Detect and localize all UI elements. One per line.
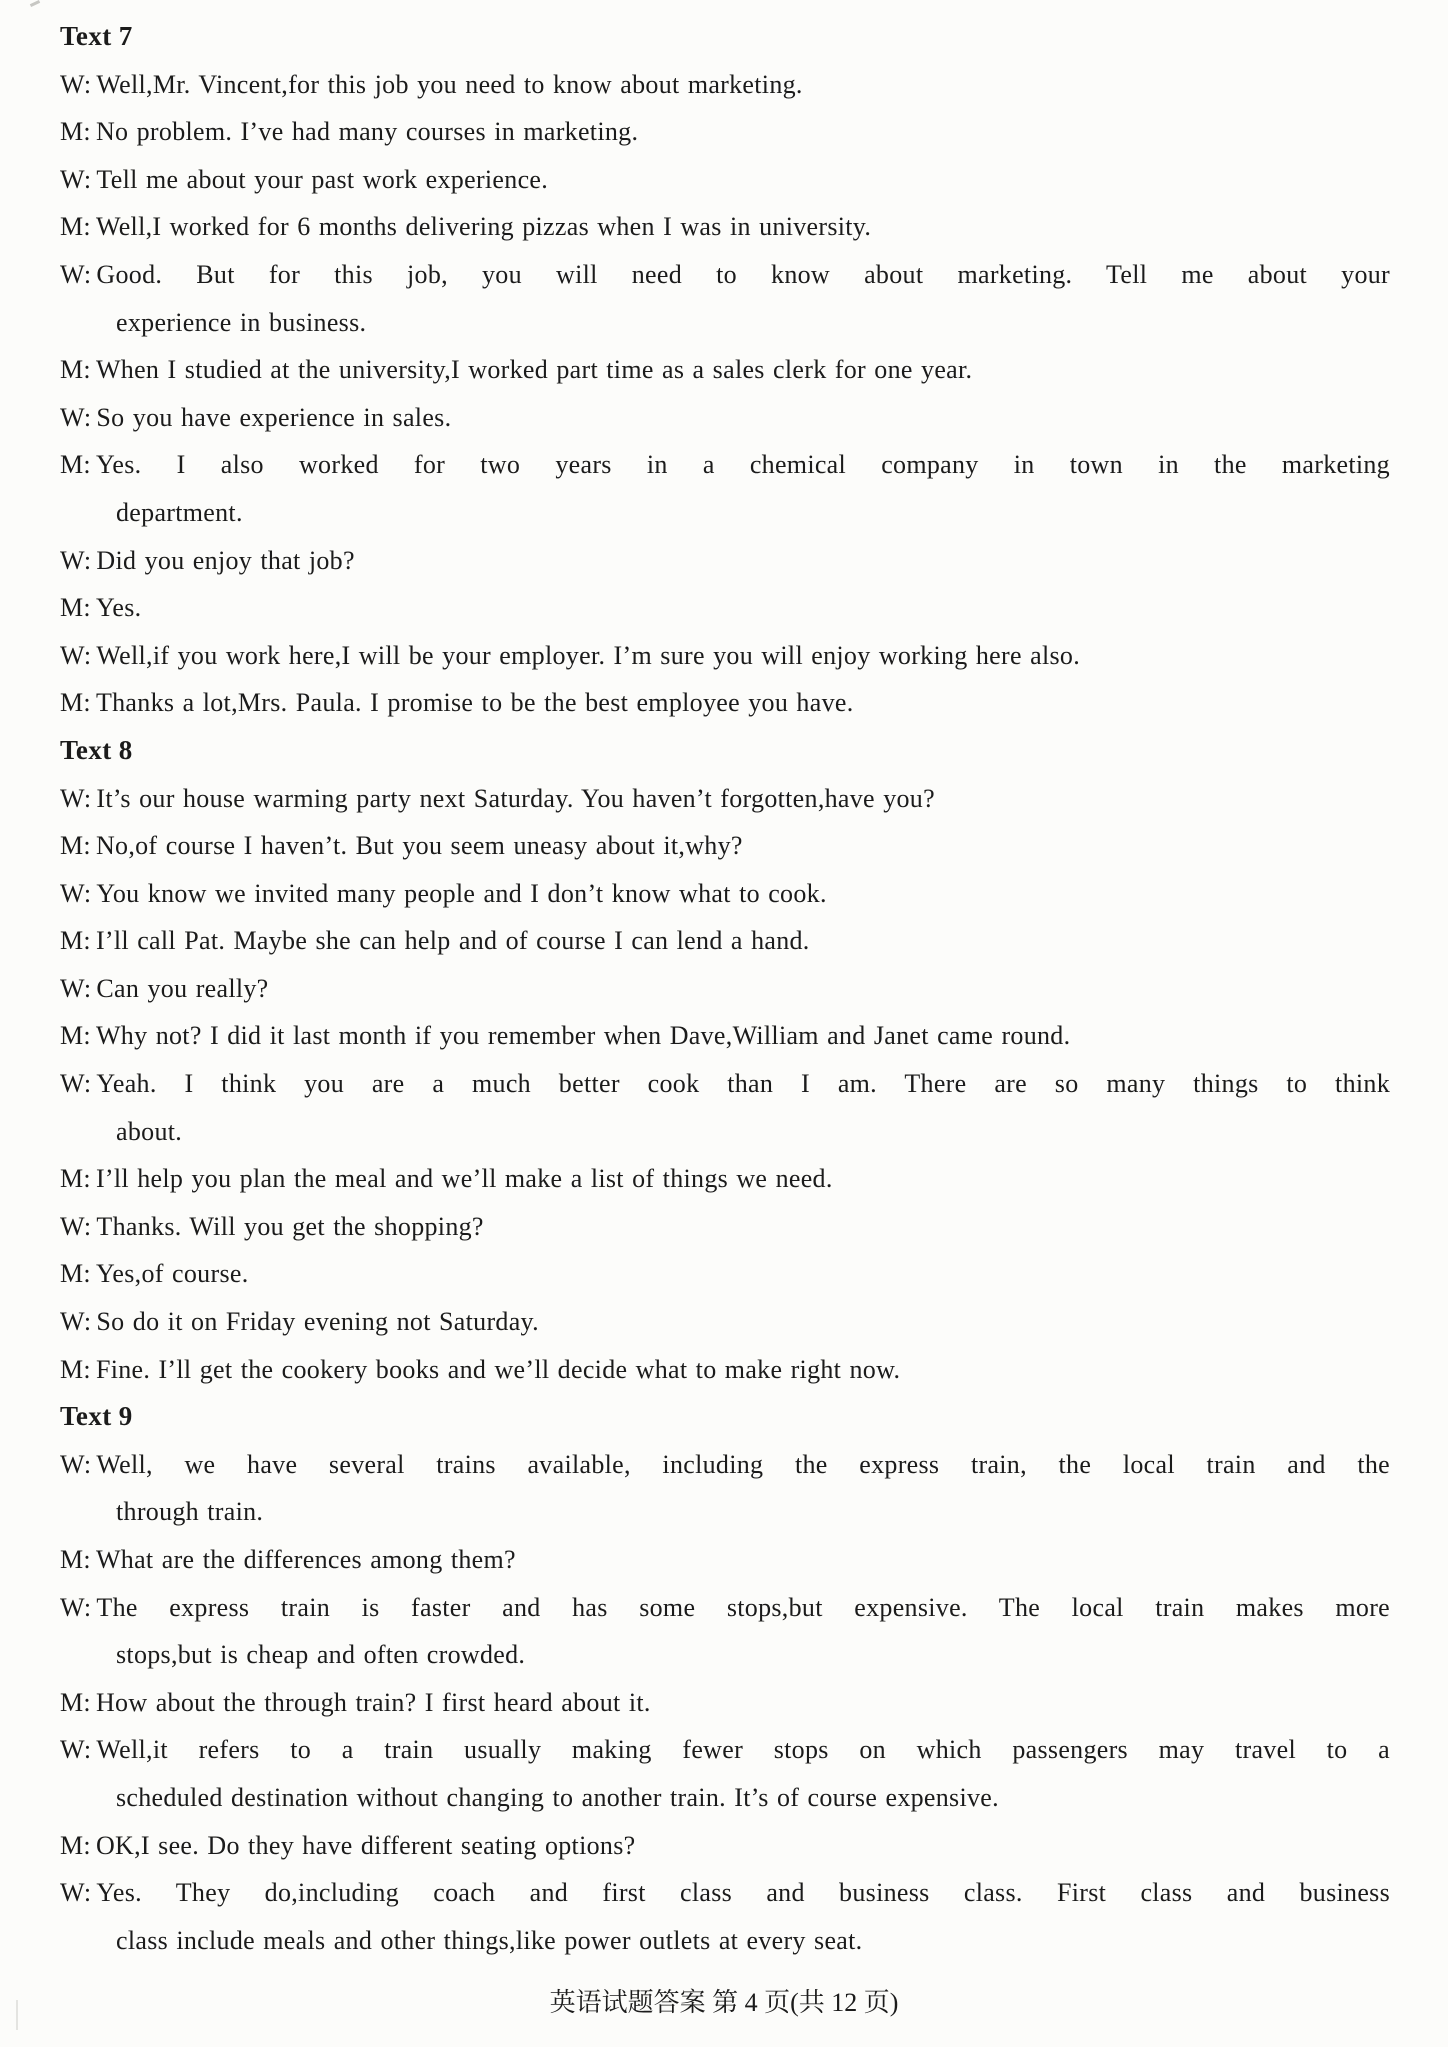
speaker-label: W: [60,69,92,99]
section-lines [60,775,1390,1394]
speaker-label: M: [60,117,91,147]
page-footer [0,1979,1448,2027]
utterance-first-line: M: Thanks a lot,Mrs. Paula. I promise to be the best employee you have. [60,688,854,718]
dialogue-line [60,1822,1390,1870]
speaker-label: M: [60,1021,91,1051]
speaker-label: W: [60,878,92,908]
dialogue-line [60,1584,1390,1679]
speaker-label: W: [60,783,92,813]
speaker-label: W: [60,973,92,1003]
speaker-label: W: [60,1592,92,1622]
dialogue-line [60,441,1390,536]
utterance-first-line: M: What are the differences among them? [60,1545,516,1574]
section-title: Text 8 [60,734,133,765]
transcript-section [60,1393,1390,1964]
dialogue-line [60,1679,1390,1727]
utterance-first-line: M: Fine. I’ll get the cookery books and we’ll decide what to make right now. [60,1354,901,1384]
speaker-label: M: [60,1545,91,1574]
utterance-first-line: W: Well,if you work here,I will be your employer. I’m sure you will enjoy working here also. [60,640,1081,670]
utterance-first-line: W: So do it on Friday evening not Saturday. [60,1307,539,1337]
utterance-continuation: about. [116,1116,183,1146]
utterance-continuation: experience in business. [116,307,367,337]
utterance-first-line: M: How about the through train? I first heard about it. [60,1687,651,1717]
dialogue-line [60,1298,1390,1346]
section-title: Text 9 [60,1401,133,1432]
utterance-first-line: W: Well,Mr. Vincent,for this job you need to know about marketing. [60,69,803,99]
speaker-label: W: [60,1735,92,1765]
speaker-label: W: [60,1878,92,1908]
dialogue-line [60,917,1390,965]
dialogue-line [60,1012,1390,1060]
dialogue-line [60,108,1390,156]
utterance-first-line: W: The express train is faster and has some stops,but expensive. The local train makes more [60,1592,1390,1622]
utterance-first-line: W: You know we invited many people and I don’t know what to cook. [60,878,827,908]
section-lines [60,1441,1390,1965]
dialogue-line [60,156,1390,204]
dialogue-line [60,822,1390,870]
dialogue-line [60,965,1390,1013]
speaker-label: M: [60,1354,91,1384]
transcript [60,13,1390,1964]
speaker-label: W: [60,640,92,670]
dialogue-line [60,679,1390,727]
speaker-label: W: [60,1307,92,1337]
speaker-label: W: [60,545,92,575]
speaker-label: M: [60,212,91,242]
dialogue-line [60,632,1390,680]
utterance-first-line: W: Yeah. I think you are a much better cook than I am. There are so many things to think [60,1069,1390,1099]
speaker-label: M: [60,1259,91,1289]
utterance-first-line: W: It’s our house warming party next Saturday. You haven’t forgotten,have you? [60,783,935,813]
utterance-first-line: M: Yes,of course. [60,1259,249,1289]
dialogue-line [60,1203,1390,1251]
section-title: Text 7 [60,21,133,51]
utterance-first-line: W: Can you really? [60,973,269,1003]
utterance-first-line: M: No problem. I’ve had many courses in marketing. [60,117,639,147]
utterance-first-line: W: Did you enjoy that job? [60,545,355,575]
speaker-label: M: [60,355,91,385]
dialogue-line [60,1536,1390,1584]
utterance-first-line: W: Good. But for this job, you will need to know about marketing. Tell me about your [60,259,1390,289]
speaker-label: W: [60,1449,92,1479]
transcript-section [60,727,1390,1393]
dialogue-line [60,775,1390,823]
speaker-label: W: [60,402,92,432]
dialogue-line [60,1155,1390,1203]
speaker-label: M: [60,831,91,861]
dialogue-line [60,584,1390,632]
utterance-continuation: department. [116,497,243,527]
dialogue-line [60,203,1390,251]
speaker-label: M: [60,926,91,956]
dialogue-line [60,1726,1390,1821]
dialogue-line [60,346,1390,394]
utterance-first-line: M: I’ll call Pat. Maybe she can help and of course I can lend a hand. [60,926,810,956]
utterance-continuation: scheduled destination without changing to another train. It’s of course expensive. [116,1782,999,1812]
dialogue-line [60,1346,1390,1394]
speaker-label: M: [60,688,91,718]
utterance-first-line: W: Tell me about your past work experience. [60,164,549,194]
utterance-first-line: M: Yes. I also worked for two years in a chemical company in town in the marketing [60,450,1390,480]
transcript-section [60,13,1390,727]
utterance-continuation: stops,but is cheap and often crowded. [116,1640,526,1670]
dialogue-line [60,251,1390,346]
dialogue-line [60,870,1390,918]
utterance-first-line: M: OK,I see. Do they have different seating options? [60,1830,636,1860]
utterance-first-line: M: When I studied at the university,I worked part time as a sales clerk for one year. [60,355,973,385]
dialogue-line [60,1250,1390,1298]
utterance-first-line: M: Well,I worked for 6 months delivering pizzas when I was in university. [60,212,872,242]
speaker-label: M: [60,1164,91,1194]
dialogue-line [60,1441,1390,1536]
utterance-first-line: M: Yes. [60,593,142,623]
dialogue-line [60,537,1390,585]
dialogue-line [60,394,1390,442]
utterance-first-line: W: Well,it refers to a train usually making fewer stops on which passengers may travel to a [60,1735,1390,1765]
speaker-label: M: [60,593,91,623]
dialogue-line [60,1869,1390,1964]
scan-artifact [16,2000,18,2030]
utterance-continuation: class include meals and other things,like power outlets at every seat. [116,1925,863,1955]
utterance-continuation: through train. [116,1497,264,1527]
dialogue-line [60,1060,1390,1155]
speaker-label: W: [60,1211,92,1241]
utterance-first-line: W: Yes. They do,including coach and first class and business class. First class and business [60,1878,1390,1908]
speaker-label: M: [60,450,91,480]
speaker-label: W: [60,1069,92,1099]
utterance-first-line: M: I’ll help you plan the meal and we’ll make a list of things we need. [60,1164,833,1194]
speaker-label: M: [60,1687,91,1717]
utterance-first-line: W: Well, we have several trains available, including the express train, the local train and the [60,1449,1390,1479]
speaker-label: M: [60,1830,91,1860]
utterance-first-line: M: Why not? I did it last month if you remember when Dave,William and Janet came round. [60,1021,1071,1051]
utterance-first-line: M: No,of course I haven’t. But you seem uneasy about it,why? [60,831,743,861]
speaker-label: W: [60,164,92,194]
footer-text: 英语试题答案 第 4 页(共 12 页) [549,1988,899,2017]
utterance-first-line: W: So you have experience in sales. [60,402,452,432]
dialogue-line [60,61,1390,109]
speaker-label: W: [60,259,92,289]
utterance-first-line: W: Thanks. Will you get the shopping? [60,1211,484,1241]
section-lines [60,61,1390,727]
